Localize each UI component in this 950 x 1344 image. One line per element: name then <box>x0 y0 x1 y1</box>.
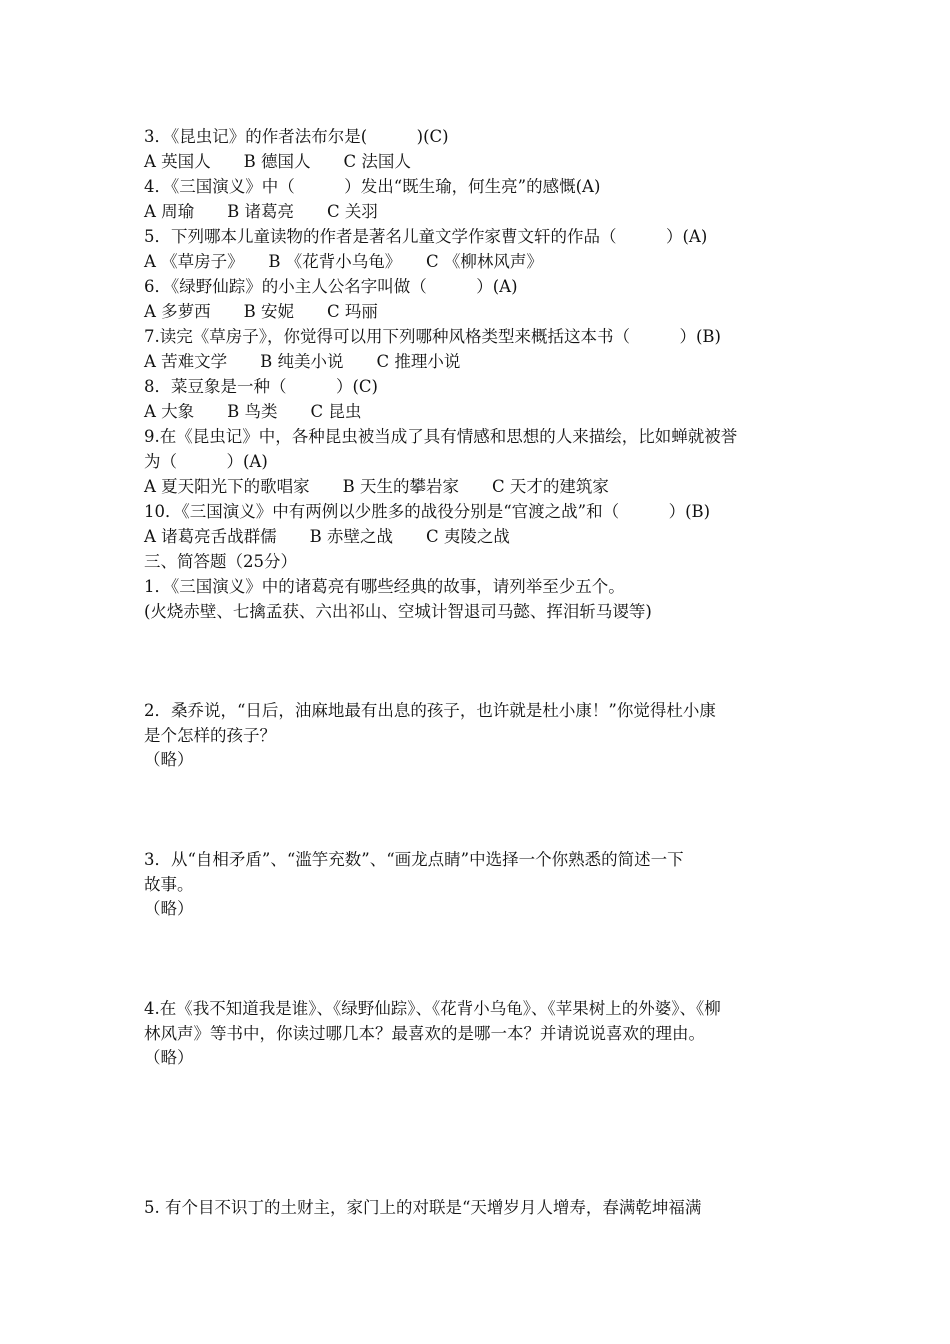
question-8-options: A 大象 B 鸟类 C 昆虫 <box>144 402 362 421</box>
short-answer-2-answer: （略） <box>144 750 194 769</box>
question-8: 8．菜豆象是一种（ ）(C) <box>144 377 378 396</box>
question-9-options: A 夏天阳光下的歌唱家 B 天生的攀岩家 C 天才的建筑家 <box>144 477 609 496</box>
short-answer-1-answer: (火烧赤壁、七擒孟获、六出祁山、空城计智退司马懿、挥泪斩马谡等) <box>144 602 652 621</box>
question-9-line-2: 为（ ）(A) <box>144 452 268 471</box>
short-answer-1: 1．《三国演义》中的诸葛亮有哪些经典的故事，请列举至少五个。 <box>144 577 625 596</box>
short-answer-2-line-2: 是个怎样的孩子？ <box>144 726 276 745</box>
short-answer-3-line-1: 3．从“自相矛盾”、“滥竽充数”、“画龙点睛”中选择一个你熟悉的简述一下 <box>144 850 684 869</box>
question-3: 3．《昆虫记》的作者法布尔是( )(C) <box>144 127 449 146</box>
question-9-line-1: 9.在《昆虫记》中，各种昆虫被当成了具有情感和思想的人来描绘，比如蝉就被誉 <box>144 427 738 446</box>
question-5: 5．下列哪本儿童读物的作者是著名儿童文学作家曹文轩的作品（ ）(A) <box>144 227 708 246</box>
question-4-options: A 周瑜 B 诸葛亮 C 关羽 <box>144 202 378 221</box>
question-7-options: A 苦难文学 B 纯美小说 C 推理小说 <box>144 352 461 371</box>
short-answer-4-answer: （略） <box>144 1048 194 1067</box>
question-6-options: A 多萝西 B 安妮 C 玛丽 <box>144 302 378 321</box>
short-answer-3-line-2: 故事。 <box>144 875 194 894</box>
question-5-options: A 《草房子》 B 《花背小乌龟》 C 《柳林风声》 <box>144 252 543 271</box>
short-answer-3-answer: （略） <box>144 899 194 918</box>
question-10: 10．《三国演义》中有两例以少胜多的战役分别是“官渡之战”和（ ）(B) <box>144 502 711 521</box>
short-answer-4-line-1: 4.在《我不知道我是谁》、《绿野仙踪》、《花背小乌龟》、《苹果树上的外婆》、《柳 <box>144 999 721 1018</box>
short-answer-5-line-1: 5. 有个目不识丁的土财主，家门上的对联是“天增岁月人增寿，春满乾坤福满 <box>144 1198 702 1217</box>
question-6: 6．《绿野仙踪》的小主人公名字叫做（ ）(A) <box>144 277 518 296</box>
question-3-options: A 英国人 B 德国人 C 法国人 <box>144 152 411 171</box>
section-heading: 三、简答题（25分） <box>144 552 297 571</box>
question-10-options: A 诸葛亮舌战群儒 B 赤壁之战 C 夷陵之战 <box>144 527 510 546</box>
question-4: 4．《三国演义》中（ ）发出“既生瑜，何生亮”的感慨(A) <box>144 177 601 196</box>
short-answer-2-line-1: 2．桑乔说，“日后，油麻地最有出息的孩子，也许就是杜小康！”你觉得杜小康 <box>144 701 716 720</box>
question-7: 7.读完《草房子》，你觉得可以用下列哪种风格类型来概括这本书（ ）(B) <box>144 327 721 346</box>
short-answer-4-line-2: 林风声》等书中，你读过哪几本？最喜欢的是哪一本？并请说说喜欢的理由。 <box>144 1024 705 1043</box>
